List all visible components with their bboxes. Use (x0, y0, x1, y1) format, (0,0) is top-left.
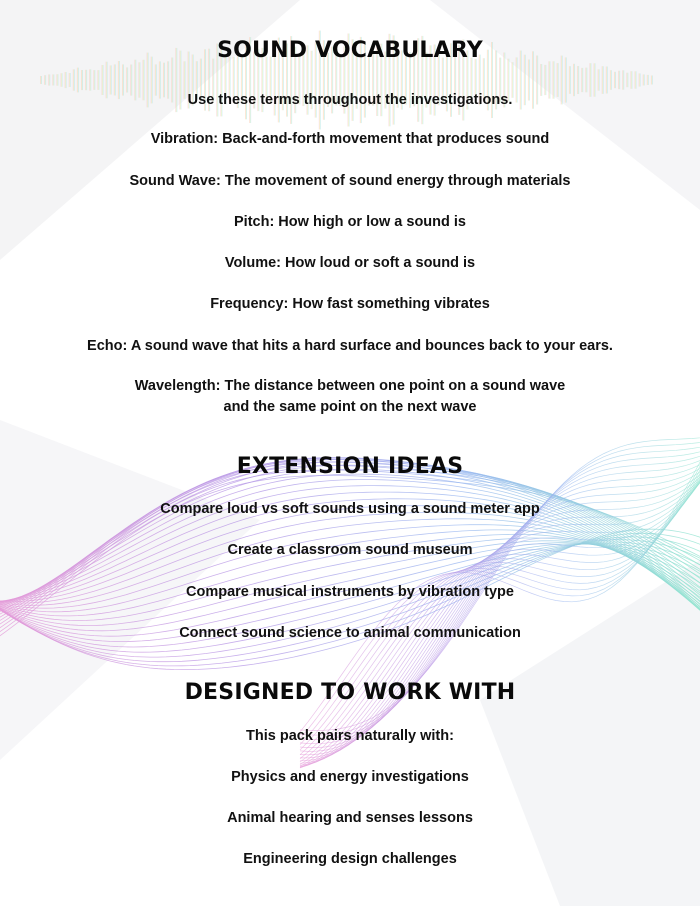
sound-bar (626, 73, 628, 88)
sound-bar (577, 66, 579, 94)
sound-bar (81, 70, 83, 90)
sound-bar (630, 71, 632, 89)
sound-bar (610, 70, 612, 90)
extension-item: Connect sound science to animal communication (179, 625, 521, 641)
term-pitch: Pitch: How high or low a sound is (234, 214, 466, 230)
sound-bar (40, 76, 42, 84)
designed-intro: This pack pairs naturally with: (246, 728, 454, 744)
extension-item: Create a classroom sound museum (227, 542, 473, 558)
term-wavelength: Wavelength: The distance between one point on a sound wave (134, 378, 566, 394)
extension-item: Compare musical instruments by vibration type (186, 584, 514, 600)
sound-bar (89, 69, 91, 90)
sound-bar (606, 67, 608, 94)
sound-bar (618, 71, 620, 90)
term-sound-wave: Sound Wave: The movement of sound energy through materials (129, 173, 571, 189)
term-volume: Volume: How loud or soft a sound is (224, 255, 476, 271)
sound-bar (77, 68, 79, 93)
sound-bar (622, 70, 624, 89)
term-echo: Echo: A sound wave that hits a hard surface and bounces back to your ears. (87, 338, 613, 354)
extension-item: Compare loud vs soft sounds using a sound meter app (160, 501, 540, 517)
sound-bar (56, 74, 58, 86)
sound-bar (73, 69, 75, 90)
sound-bar (581, 68, 583, 92)
sound-bar (85, 70, 87, 90)
sound-bar (639, 73, 641, 86)
term-vibration: Vibration: Back-and-forth movement that produces sound (150, 131, 550, 147)
sound-bar (97, 70, 99, 90)
sound-bar (126, 67, 128, 92)
sound-bar (635, 71, 637, 88)
sound-bar (61, 73, 63, 87)
sound-bar (585, 68, 587, 93)
sound-bar (647, 75, 649, 85)
extension-heading: EXTENSION IDEAS (236, 454, 464, 479)
sound-bar (643, 74, 645, 85)
sound-bar (44, 75, 46, 85)
vocabulary-heading: SOUND VOCABULARY (217, 38, 483, 63)
sound-bar (651, 76, 653, 85)
sound-bar (602, 66, 604, 94)
vocabulary-intro: Use these terms throughout the investigations. (187, 92, 513, 108)
designed-item: Engineering design challenges (243, 851, 457, 867)
sound-bar (569, 66, 571, 94)
designed-item: Physics and energy investigations (231, 769, 469, 785)
sound-bar (93, 70, 95, 90)
sound-bar (52, 74, 54, 85)
sound-bar (48, 74, 50, 85)
sound-bar (69, 73, 71, 87)
term-frequency: Frequency: How fast something vibrates (210, 296, 490, 312)
sound-bar (598, 69, 600, 90)
sound-bar (65, 72, 67, 88)
designed-item: Animal hearing and senses lessons (227, 810, 473, 826)
designed-heading: DESIGNED TO WORK WITH (184, 680, 516, 705)
term-wavelength-cont: and the same point on the next wave (223, 399, 477, 415)
sound-bar (614, 72, 616, 88)
